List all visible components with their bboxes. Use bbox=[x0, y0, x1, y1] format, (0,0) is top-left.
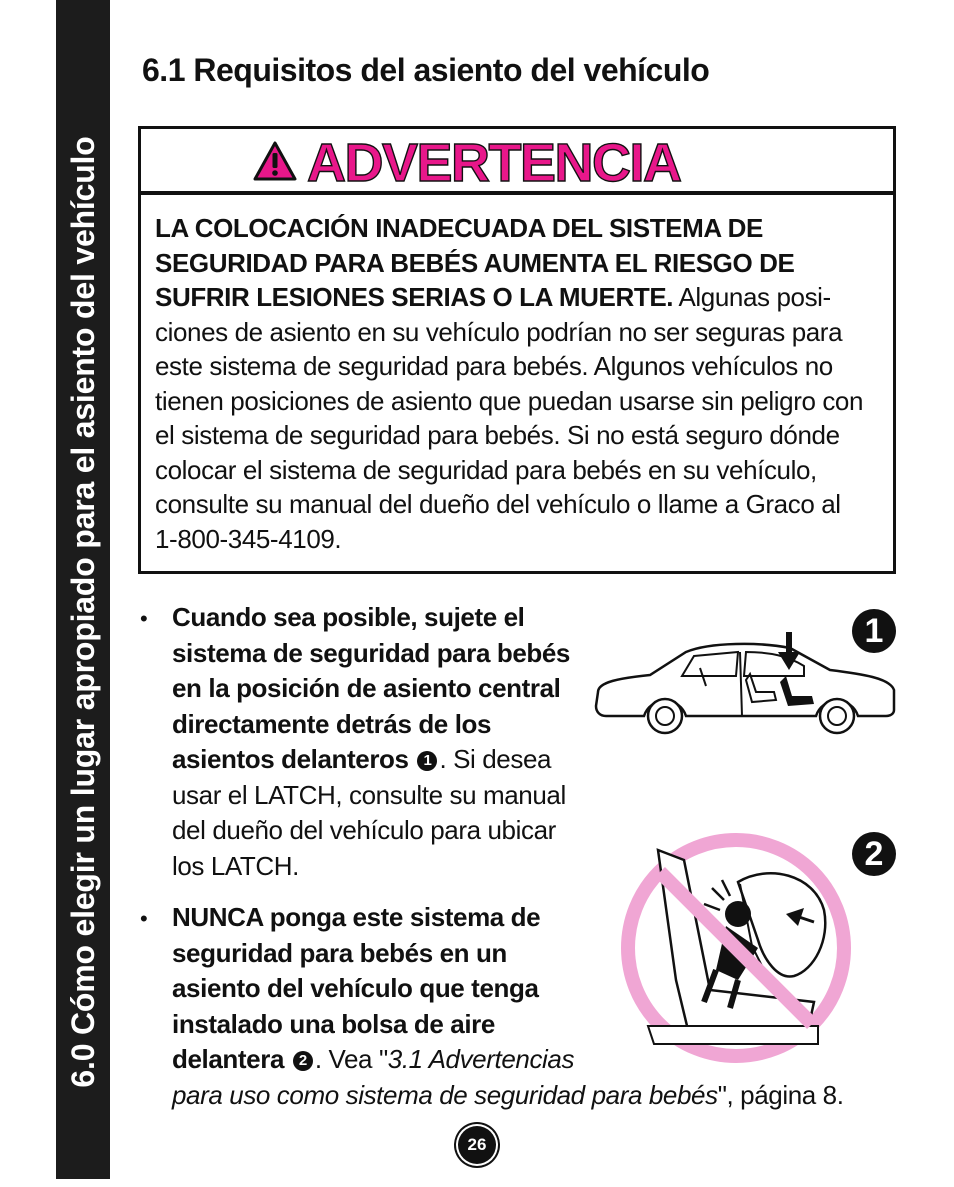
bullet-bold-line: delantera bbox=[172, 1044, 285, 1074]
warning-text-line: 1-800-345-4109. bbox=[155, 523, 342, 554]
bullet-text-line: . Si desea bbox=[439, 744, 552, 774]
warning-text-line: este sistema de seguridad para bebés. Algunos vehículos no bbox=[155, 351, 833, 381]
page-number: 26 bbox=[458, 1126, 496, 1164]
bullet-bold-line: en la posición de asiento central bbox=[172, 673, 561, 703]
bullet-bold-line: asientos delanteros bbox=[172, 744, 409, 774]
warning-bold-line: SEGURIDAD PARA BEBÉS AUMENTA EL RIESGO DE bbox=[155, 247, 795, 278]
bullet-marker: • bbox=[140, 906, 148, 931]
section-heading: 6.1 Requisitos del asiento del vehículo bbox=[142, 52, 710, 88]
warning-text-line: tienen posiciones de asiento que puedan usarse sin peligro con bbox=[155, 385, 864, 416]
figure-number-1: 1 bbox=[852, 609, 896, 653]
bullet-bold-line: NUNCA ponga este sistema de bbox=[172, 902, 541, 932]
warning-text-line: consulte su manual del dueño del vehículo o llame a Graco al bbox=[155, 489, 841, 519]
warning-text-line: ciones de asiento en su vehículo podrían no ser seguras para bbox=[155, 316, 843, 347]
warning-box bbox=[138, 126, 896, 574]
bullet-bold-line: instalado una bolsa de aire bbox=[172, 1008, 495, 1039]
warning-body bbox=[155, 211, 895, 556]
figure-ref-2: 2 bbox=[293, 1051, 313, 1071]
bullet-item-center-seat bbox=[172, 600, 602, 884]
warning-title: ADVERTENCIA bbox=[307, 133, 681, 193]
bullet-bold-line: asiento del vehículo que tenga bbox=[172, 973, 539, 1003]
bullet-italic-ref: 3.1 Advertencias bbox=[387, 1044, 575, 1074]
bullet-text-line: usar el LATCH, consulte su manual bbox=[172, 779, 566, 810]
bullet-marker: • bbox=[140, 606, 148, 631]
bullet-bold-line: directamente detrás de los bbox=[172, 708, 492, 739]
bullet-italic-ref: para uso como sistema de seguridad para bebés bbox=[172, 1079, 718, 1110]
car-seat-position-icon bbox=[590, 630, 900, 735]
side-tab-title: 6.0 Cómo elegir un lugar apropiado para el asiento del vehículo bbox=[65, 136, 101, 1088]
warning-bold-line: SUFRIR LESIONES SERIAS O LA MUERTE. bbox=[155, 282, 674, 312]
bullet-text-line: del dueño del vehículo para ubicar bbox=[172, 815, 556, 845]
bullet-text: . Vea " bbox=[314, 1044, 388, 1074]
warning-text-line: Algunas posi- bbox=[678, 282, 831, 312]
warning-text-line: colocar el sistema de seguridad para bebés en su vehículo, bbox=[155, 454, 817, 485]
no-airbag-seat-icon bbox=[618, 830, 854, 1066]
warning-text-line: el sistema de seguridad para bebés. Si no está seguro dónde bbox=[155, 420, 840, 450]
warning-bold-line: LA COLOCACIÓN INADECUADA DEL SISTEMA DE bbox=[155, 213, 763, 243]
bullet-bold-line: seguridad para bebés en un bbox=[172, 937, 507, 968]
bullet-text: ", página 8. bbox=[717, 1079, 844, 1110]
figure-ref-1: 1 bbox=[417, 751, 437, 771]
figure-number-2: 2 bbox=[852, 832, 896, 876]
bullet-bold-line: sistema de seguridad para bebés bbox=[172, 637, 570, 668]
bullet-bold-line: Cuando sea posible, sujete el bbox=[172, 602, 525, 632]
bullet-text-line: los LATCH. bbox=[172, 850, 299, 881]
warning-header bbox=[141, 129, 893, 195]
warning-triangle-icon bbox=[253, 141, 297, 181]
